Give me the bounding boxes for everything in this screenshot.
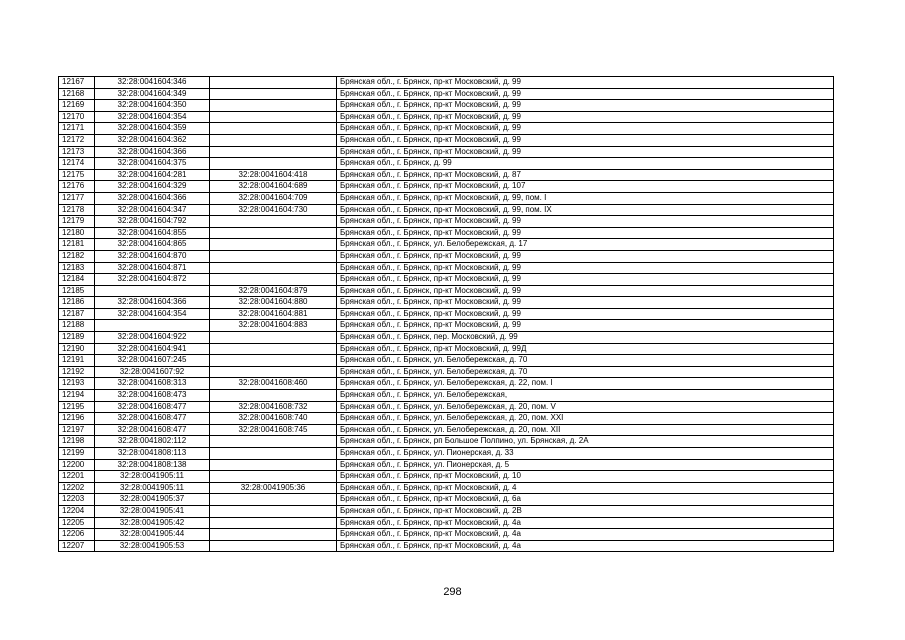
row-number-cell: 12174 [59, 158, 95, 170]
cadastral-number-cell: 32:28:0041802:112 [95, 436, 210, 448]
table-row [59, 436, 834, 448]
table-row [59, 355, 834, 367]
linked-cadastral-number-cell [210, 250, 337, 262]
cadastral-number-cell: 32:28:0041608:477 [95, 401, 210, 413]
address-cell: Брянская обл., г. Брянск, пр-кт Московский, д. 99 [337, 123, 834, 135]
address-cell: Брянская обл., г. Брянск, рп Большое Полпино, ул. Брянская, д. 2А [337, 436, 834, 448]
cadastral-number-cell: 32:28:0041608:477 [95, 424, 210, 436]
cadastral-number-cell: 32:28:0041905:44 [95, 529, 210, 541]
address-cell: Брянская обл., г. Брянск, ул. Белобережская, [337, 390, 834, 402]
cadastral-number-cell: 32:28:0041604:359 [95, 123, 210, 135]
linked-cadastral-number-cell: 32:28:0041604:881 [210, 308, 337, 320]
row-number-cell: 12177 [59, 192, 95, 204]
row-number-cell: 12179 [59, 216, 95, 228]
table-row [59, 366, 834, 378]
cadastral-number-cell: 32:28:0041604:870 [95, 250, 210, 262]
address-cell: Брянская обл., г. Брянск, пр-кт Московский, д. 99 [337, 250, 834, 262]
row-number-cell: 12183 [59, 262, 95, 274]
table-row [59, 111, 834, 123]
linked-cadastral-number-cell [210, 366, 337, 378]
address-cell: Брянская обл., г. Брянск, пр-кт Московский, д. 99 [337, 134, 834, 146]
row-number-cell: 12176 [59, 181, 95, 193]
row-number-cell: 12167 [59, 77, 95, 89]
page-number: 298 [443, 586, 462, 598]
table-row [59, 540, 834, 552]
cadastral-number-cell: 32:28:0041604:354 [95, 111, 210, 123]
linked-cadastral-number-cell [210, 239, 337, 251]
cadastral-number-cell: 32:28:0041608:313 [95, 378, 210, 390]
address-cell: Брянская обл., г. Брянск, пр-кт Московский, д. 4а [337, 540, 834, 552]
linked-cadastral-number-cell [210, 227, 337, 239]
linked-cadastral-number-cell: 32:28:0041608:732 [210, 401, 337, 413]
table-row [59, 424, 834, 436]
row-number-cell: 12180 [59, 227, 95, 239]
table-row [59, 77, 834, 89]
address-cell: Брянская обл., г. Брянск, пр-кт Московский, д. 99 [337, 262, 834, 274]
row-number-cell: 12169 [59, 100, 95, 112]
table-row [59, 123, 834, 135]
table-row [59, 529, 834, 541]
table-row [59, 308, 834, 320]
address-cell: Брянская обл., г. Брянск, пр-кт Московский, д. 87 [337, 169, 834, 181]
row-number-cell: 12192 [59, 366, 95, 378]
cadastral-number-cell: 32:28:0041604:375 [95, 158, 210, 170]
cadastral-number-cell: 32:28:0041604:347 [95, 204, 210, 216]
address-cell: Брянская обл., г. Брянск, ул. Белобережская, д. 70 [337, 366, 834, 378]
cadastral-number-cell: 32:28:0041607:245 [95, 355, 210, 367]
register-table-body [59, 77, 834, 552]
address-cell: Брянская обл., г. Брянск, пр-кт Московский, д. 4а [337, 517, 834, 529]
row-number-cell: 12178 [59, 204, 95, 216]
cadastral-number-cell: 32:28:0041604:281 [95, 169, 210, 181]
address-cell: Брянская обл., г. Брянск, пр-кт Московский, д. 99 [337, 320, 834, 332]
row-number-cell: 12172 [59, 134, 95, 146]
address-cell: Брянская обл., г. Брянск, пр-кт Московский, д. 99 [337, 285, 834, 297]
table-row [59, 471, 834, 483]
cadastral-number-cell: 32:28:0041608:473 [95, 390, 210, 402]
address-cell: Брянская обл., г. Брянск, ул. Белобережская, д. 20, пом. V [337, 401, 834, 413]
address-cell: Брянская обл., г. Брянск, пр-кт Московский, д. 2В [337, 505, 834, 517]
table-row [59, 505, 834, 517]
linked-cadastral-number-cell [210, 216, 337, 228]
row-number-cell: 12203 [59, 494, 95, 506]
row-number-cell: 12188 [59, 320, 95, 332]
linked-cadastral-number-cell [210, 158, 337, 170]
linked-cadastral-number-cell [210, 343, 337, 355]
address-cell: Брянская обл., г. Брянск, пр-кт Московский, д. 99 [337, 216, 834, 228]
row-number-cell: 12205 [59, 517, 95, 529]
table-row [59, 216, 834, 228]
address-cell: Брянская обл., г. Брянск, пр-кт Московский, д. 99 [337, 77, 834, 89]
register-table [58, 76, 834, 552]
row-number-cell: 12193 [59, 378, 95, 390]
linked-cadastral-number-cell [210, 517, 337, 529]
row-number-cell: 12197 [59, 424, 95, 436]
linked-cadastral-number-cell [210, 448, 337, 460]
table-row [59, 332, 834, 344]
table-row [59, 494, 834, 506]
linked-cadastral-number-cell [210, 505, 337, 517]
table-row [59, 482, 834, 494]
address-cell: Брянская обл., г. Брянск, ул. Пионерская, д. 5 [337, 459, 834, 471]
cadastral-number-cell: 32:28:0041604:871 [95, 262, 210, 274]
linked-cadastral-number-cell: 32:28:0041608:745 [210, 424, 337, 436]
linked-cadastral-number-cell [210, 77, 337, 89]
row-number-cell: 12201 [59, 471, 95, 483]
table-row [59, 169, 834, 181]
linked-cadastral-number-cell: 32:28:0041608:740 [210, 413, 337, 425]
address-cell: Брянская обл., г. Брянск, д. 99 [337, 158, 834, 170]
table-row [59, 517, 834, 529]
linked-cadastral-number-cell: 32:28:0041604:418 [210, 169, 337, 181]
cadastral-number-cell: 32:28:0041604:872 [95, 274, 210, 286]
table-row [59, 285, 834, 297]
address-cell: Брянская обл., г. Брянск, ул. Белобережская, д. 20, пом. XXI [337, 413, 834, 425]
row-number-cell: 12181 [59, 239, 95, 251]
linked-cadastral-number-cell: 32:28:0041604:730 [210, 204, 337, 216]
table-row [59, 413, 834, 425]
linked-cadastral-number-cell [210, 471, 337, 483]
address-cell: Брянская обл., г. Брянск, пр-кт Московский, д. 4 [337, 482, 834, 494]
linked-cadastral-number-cell: 32:28:0041604:880 [210, 297, 337, 309]
address-cell: Брянская обл., г. Брянск, пр-кт Московский, д. 99 [337, 297, 834, 309]
address-cell: Брянская обл., г. Брянск, пр-кт Московский, д. 99 [337, 274, 834, 286]
linked-cadastral-number-cell [210, 540, 337, 552]
linked-cadastral-number-cell [210, 436, 337, 448]
row-number-cell: 12170 [59, 111, 95, 123]
address-cell: Брянская обл., г. Брянск, ул. Белобережская, д. 20, пом. XII [337, 424, 834, 436]
row-number-cell: 12206 [59, 529, 95, 541]
address-cell: Брянская обл., г. Брянск, пр-кт Московский, д. 99, пом. IX [337, 204, 834, 216]
address-cell: Брянская обл., г. Брянск, ул. Белобережская, д. 22, пом. I [337, 378, 834, 390]
cadastral-number-cell: 32:28:0041905:53 [95, 540, 210, 552]
address-cell: Брянская обл., г. Брянск, пр-кт Московский, д. 99 [337, 100, 834, 112]
linked-cadastral-number-cell [210, 355, 337, 367]
row-number-cell: 12182 [59, 250, 95, 262]
address-cell: Брянская обл., г. Брянск, пр-кт Московский, д. 99 [337, 227, 834, 239]
table-row [59, 239, 834, 251]
linked-cadastral-number-cell [210, 134, 337, 146]
linked-cadastral-number-cell: 32:28:0041608:460 [210, 378, 337, 390]
row-number-cell: 12195 [59, 401, 95, 413]
table-row [59, 158, 834, 170]
linked-cadastral-number-cell: 32:28:0041905:36 [210, 482, 337, 494]
address-cell: Брянская обл., г. Брянск, пр-кт Московский, д. 99 [337, 308, 834, 320]
cadastral-number-cell: 32:28:0041604:362 [95, 134, 210, 146]
row-number-cell: 12202 [59, 482, 95, 494]
cadastral-number-cell: 32:28:0041604:922 [95, 332, 210, 344]
cadastral-number-cell: 32:28:0041905:11 [95, 471, 210, 483]
address-cell: Брянская обл., г. Брянск, пер. Московский, д. 99 [337, 332, 834, 344]
linked-cadastral-number-cell [210, 274, 337, 286]
cadastral-number-cell: 32:28:0041905:41 [95, 505, 210, 517]
linked-cadastral-number-cell [210, 390, 337, 402]
table-row [59, 297, 834, 309]
cadastral-number-cell: 32:28:0041905:11 [95, 482, 210, 494]
address-cell: Брянская обл., г. Брянск, пр-кт Московский, д. 99, пом. I [337, 192, 834, 204]
row-number-cell: 12185 [59, 285, 95, 297]
cadastral-number-cell: 32:28:0041607:92 [95, 366, 210, 378]
table-row [59, 100, 834, 112]
cadastral-number-cell: 32:28:0041604:855 [95, 227, 210, 239]
linked-cadastral-number-cell [210, 529, 337, 541]
table-row [59, 378, 834, 390]
linked-cadastral-number-cell: 32:28:0041604:689 [210, 181, 337, 193]
cadastral-number-cell: 32:28:0041808:138 [95, 459, 210, 471]
table-row [59, 181, 834, 193]
row-number-cell: 12200 [59, 459, 95, 471]
table-row [59, 134, 834, 146]
table-row [59, 262, 834, 274]
cadastral-number-cell: 32:28:0041604:366 [95, 297, 210, 309]
address-cell: Брянская обл., г. Брянск, пр-кт Московский, д. 10 [337, 471, 834, 483]
cadastral-number-cell: 32:28:0041604:865 [95, 239, 210, 251]
linked-cadastral-number-cell [210, 459, 337, 471]
linked-cadastral-number-cell [210, 88, 337, 100]
cadastral-number-cell: 32:28:0041905:42 [95, 517, 210, 529]
table-row [59, 390, 834, 402]
address-cell: Брянская обл., г. Брянск, пр-кт Московский, д. 99 [337, 111, 834, 123]
address-cell: Брянская обл., г. Брянск, пр-кт Московский, д. 4а [337, 529, 834, 541]
cadastral-number-cell: 32:28:0041905:37 [95, 494, 210, 506]
table-row [59, 343, 834, 355]
table-row [59, 320, 834, 332]
table-row [59, 204, 834, 216]
table-row [59, 448, 834, 460]
cadastral-number-cell: 32:28:0041808:113 [95, 448, 210, 460]
linked-cadastral-number-cell: 32:28:0041604:883 [210, 320, 337, 332]
row-number-cell: 12171 [59, 123, 95, 135]
linked-cadastral-number-cell: 32:28:0041604:879 [210, 285, 337, 297]
row-number-cell: 12187 [59, 308, 95, 320]
row-number-cell: 12199 [59, 448, 95, 460]
linked-cadastral-number-cell [210, 123, 337, 135]
row-number-cell: 12207 [59, 540, 95, 552]
address-cell: Брянская обл., г. Брянск, пр-кт Московский, д. 99Д [337, 343, 834, 355]
row-number-cell: 12173 [59, 146, 95, 158]
address-cell: Брянская обл., г. Брянск, ул. Пионерская, д. 33 [337, 448, 834, 460]
address-cell: Брянская обл., г. Брянск, пр-кт Московский, д. 99 [337, 88, 834, 100]
cadastral-number-cell: 32:28:0041604:350 [95, 100, 210, 112]
cadastral-number-cell [95, 285, 210, 297]
address-cell: Брянская обл., г. Брянск, пр-кт Московский, д. 99 [337, 146, 834, 158]
cadastral-number-cell: 32:28:0041604:349 [95, 88, 210, 100]
row-number-cell: 12204 [59, 505, 95, 517]
address-cell: Брянская обл., г. Брянск, ул. Белобережская, д. 17 [337, 239, 834, 251]
linked-cadastral-number-cell [210, 146, 337, 158]
row-number-cell: 12184 [59, 274, 95, 286]
row-number-cell: 12175 [59, 169, 95, 181]
cadastral-number-cell: 32:28:0041604:366 [95, 146, 210, 158]
cadastral-number-cell: 32:28:0041608:477 [95, 413, 210, 425]
address-cell: Брянская обл., г. Брянск, пр-кт Московский, д. 6а [337, 494, 834, 506]
address-cell: Брянская обл., г. Брянск, ул. Белобережская, д. 70 [337, 355, 834, 367]
linked-cadastral-number-cell [210, 262, 337, 274]
row-number-cell: 12198 [59, 436, 95, 448]
table-row [59, 459, 834, 471]
table-row [59, 227, 834, 239]
cadastral-number-cell: 32:28:0041604:941 [95, 343, 210, 355]
cadastral-number-cell: 32:28:0041604:329 [95, 181, 210, 193]
table-row [59, 192, 834, 204]
table-row [59, 88, 834, 100]
linked-cadastral-number-cell [210, 111, 337, 123]
table-row [59, 250, 834, 262]
table-row [59, 401, 834, 413]
row-number-cell: 12196 [59, 413, 95, 425]
table-row [59, 274, 834, 286]
row-number-cell: 12191 [59, 355, 95, 367]
row-number-cell: 12186 [59, 297, 95, 309]
row-number-cell: 12168 [59, 88, 95, 100]
cadastral-number-cell: 32:28:0041604:354 [95, 308, 210, 320]
table-row [59, 146, 834, 158]
linked-cadastral-number-cell [210, 100, 337, 112]
address-cell: Брянская обл., г. Брянск, пр-кт Московский, д. 107 [337, 181, 834, 193]
linked-cadastral-number-cell [210, 332, 337, 344]
linked-cadastral-number-cell: 32:28:0041604:709 [210, 192, 337, 204]
cadastral-number-cell: 32:28:0041604:792 [95, 216, 210, 228]
cadastral-number-cell [95, 320, 210, 332]
row-number-cell: 12190 [59, 343, 95, 355]
cadastral-number-cell: 32:28:0041604:346 [95, 77, 210, 89]
linked-cadastral-number-cell [210, 494, 337, 506]
row-number-cell: 12189 [59, 332, 95, 344]
row-number-cell: 12194 [59, 390, 95, 402]
cadastral-number-cell: 32:28:0041604:366 [95, 192, 210, 204]
